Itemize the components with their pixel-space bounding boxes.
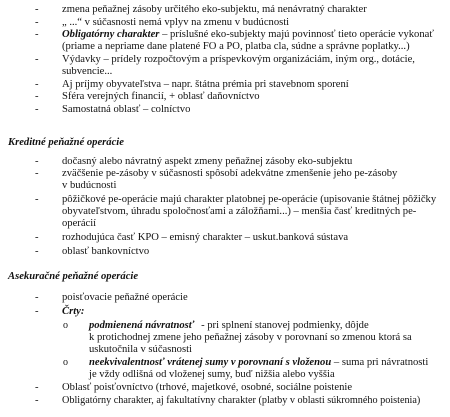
- circle-bullet: o: [63, 320, 68, 331]
- list-item-continuation: subvencie...: [62, 66, 113, 77]
- emphasis: neekvivalentnosť vrátenej sumy v porovnaní s vloženou: [89, 357, 332, 368]
- emphasis: podmienená návratnosť: [89, 320, 195, 331]
- list-item: poisťovacie peňažné operácie: [62, 292, 188, 303]
- bullet: -: [35, 246, 39, 257]
- emphasis: Obligatórny charakter: [62, 29, 160, 40]
- list-item: oblasť bankovníctvo: [62, 246, 150, 257]
- bullet: -: [35, 306, 39, 317]
- list-item: rozhodujúca časť KPO – emisný charakter – uskut.banková sústava: [62, 232, 349, 243]
- list-item: [62, 29, 434, 41]
- list-item-text: – príslušné eko-subjekty majú povinnosť tieto operácie vykonať: [162, 29, 434, 40]
- bullet: -: [35, 194, 39, 205]
- sub-list-continuation: k protichodnej zmene jeho peňažnej zásoby v porovnaní so zmenou ktorá sa: [89, 332, 412, 343]
- circle-bullet: o: [63, 357, 68, 368]
- sub-list-item: [89, 357, 428, 369]
- sub-list-continuation: uskutočnila v súčasnosti: [89, 344, 192, 355]
- list-item: „ ...“ v súčasnosti nemá vplyv na zmenu v budúcnosti: [62, 17, 290, 28]
- bullet: -: [35, 29, 39, 40]
- list-item: dočasný alebo návratný aspekt zmeny peňažnej zásoby eko-subjektu: [62, 156, 353, 167]
- list-item-continuation: (priame a nepriame dane platené FO a PO, platba cla, súdne a správne poplatky...): [62, 41, 410, 52]
- list-item: Oblasť poisťovníctvo (trhové, majetkové, osobné, sociálne poistenie: [62, 382, 353, 393]
- list-item: Obligatórny charakter, aj fakultatívny charakter (platby v oblasti súkromného poistenia): [62, 395, 421, 406]
- list-item: Aj príjmy obyvateľstva – napr. štátna prémia pri stavebnom sporení: [62, 79, 349, 90]
- bullet: -: [35, 54, 39, 65]
- list-item-features: Črty:: [62, 306, 85, 317]
- section-heading: Kreditné peňažné operácie: [8, 137, 124, 148]
- list-item: zväčšenie pe-zásoby v súčasnosti spôsobí adekvátne zmenšenie jeho pe-zásoby: [62, 168, 398, 179]
- list-item: Samostatná oblasť – colníctvo: [62, 104, 191, 115]
- bullet: -: [35, 4, 39, 15]
- list-item: zmena peňažnej zásoby určitého eko-subjektu, má nenávratný charakter: [62, 4, 367, 15]
- section-heading: Asekuračné peňažné operácie: [8, 271, 139, 282]
- bullet: -: [35, 17, 39, 28]
- sub-list-item-text: – suma pri návratnosti: [333, 357, 429, 368]
- bullet: -: [35, 91, 39, 102]
- sub-list-item: [89, 320, 369, 332]
- bullet: -: [35, 104, 39, 115]
- bullet: -: [35, 168, 39, 179]
- list-item: Výdavky – prídely rozpočtovým a príspevkovým organizáciám, iným org., dotácie,: [62, 54, 415, 65]
- bullet: -: [35, 382, 39, 393]
- list-item-continuation: obyvateľstvom, úhradu spoločnosťami a záložňami...) – menšia časť kreditných pe-: [62, 206, 417, 217]
- bullet: -: [35, 232, 39, 243]
- sub-list-continuation: je vždy odlišná od vloženej sumy, buď nižšia alebo vyššia: [89, 369, 335, 380]
- list-item-continuation: operácií: [62, 218, 97, 229]
- list-item: pôžičkové pe-operácie majú charakter platobnej pe-operácie (upisovanie štátnej pôžičky: [62, 194, 437, 205]
- bullet: -: [35, 395, 39, 406]
- list-item-continuation: v budúcnosti: [62, 180, 117, 191]
- bullet: -: [35, 156, 39, 167]
- sub-list-item-text: - pri splnení stanovej podmienky, dôjde: [201, 320, 369, 331]
- bullet: -: [35, 79, 39, 90]
- list-item: Sféra verejných financií, + oblasť daňovníctvo: [62, 91, 260, 102]
- bullet: -: [35, 292, 39, 303]
